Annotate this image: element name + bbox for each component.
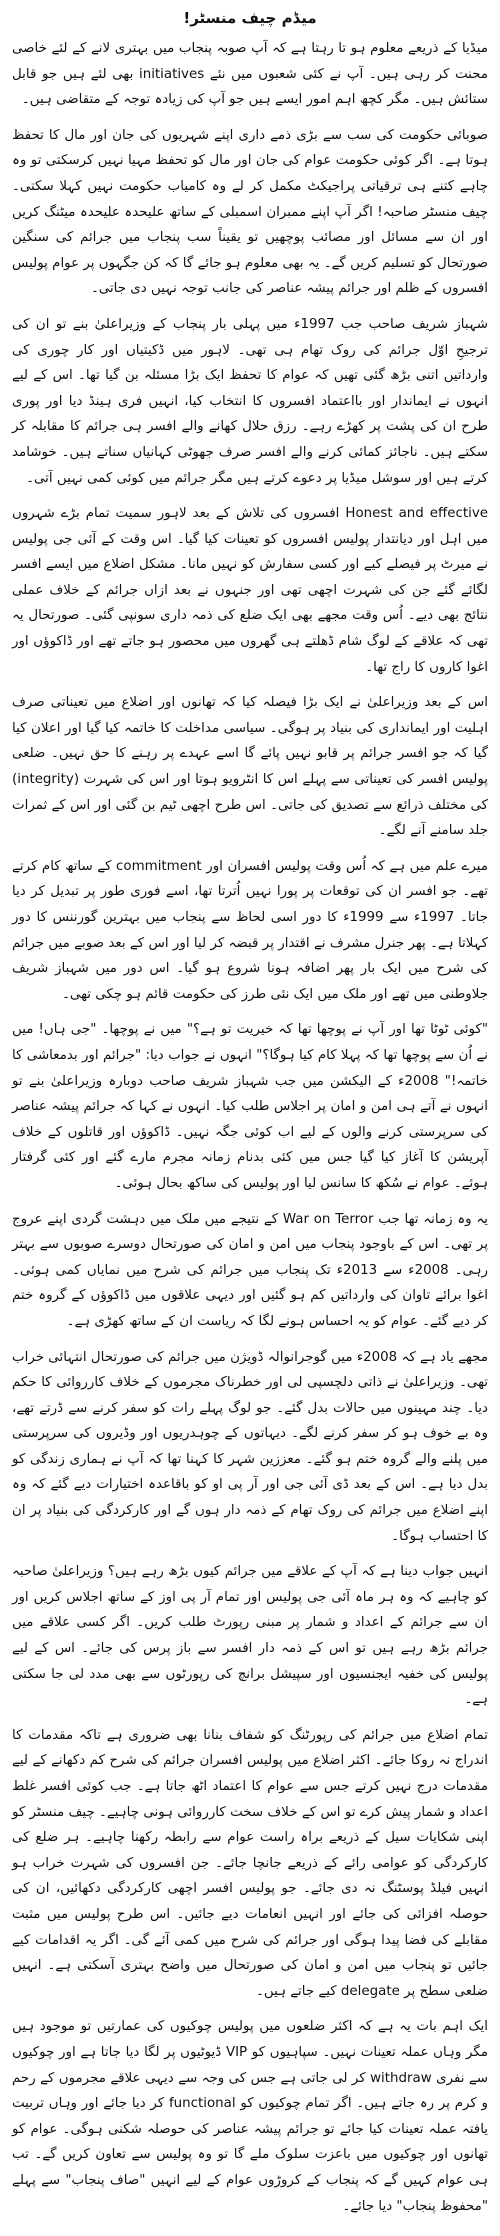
paragraph: میرے علم میں ہے کہ اُس وقت پولیس افسران اور commitment کے ساتھ کام کرتے تھے۔ جو افسر ان کی توقعات پر پورا نہیں اُترتا تھا، اسے فوری طور پر تبدیل کر دیا جاتا۔ 1997ء سے 1999ء کا دور اسی لحاظ سے پنجاب میں بہترین گورننس کا دور کہلاتا ہے۔ پھر جنرل مشرف نے اقتدار پر قبضہ کر لیا اور اس کے بعد صوبے میں جرائم کی شرح میں ایک بار پھر اضافہ ہونا شروع ہو گیا۔ اس دور میں شہباز شریف جلاوطنی میں تھے اور ملک میں ایک نئی طرز کی حکومت قائم ہو چکی تھی۔ xyxy=(12,858,488,1002)
paragraph: ایک اہم بات یہ ہے کہ اکثر ضلعوں میں پولیس چوکیوں کی عمارتیں تو موجود ہیں مگر وہاں عملہ تعینات نہیں۔ سپاہیوں کو VIP ڈیوٹیوں پر لگا دیا جاتا ہے اور چوکیوں سے نفری withdraw کر لی جاتی ہے جس کی وجہ سے دیہی علاقے مجرموں کے رحم و کرم پر رہ جاتے ہیں۔ اگر تمام چوکیوں کو functional کر دیا جائے اور وہاں تربیت یافتہ عملہ تعینات کیا جائے تو جرائم پیشہ عناصر کی حوصلہ شکنی ہوگی۔ عوام کو تھانوں اور چوکیوں میں باعزت سلوک ملے گا تو وہ پولیس سے تعاون کریں گے۔ تب ہی عوام کہیں گے کہ پنجاب کے کروڑوں عوام کے لیے انہیں "صاف پنجاب" سے پہلے "محفوظ پنجاب" دیا جائے۔ xyxy=(12,2019,488,2214)
paragraph: صوبائی حکومت کی سب سے بڑی ذمے داری اپنے شہریوں کی جان اور مال کا تحفظ ہوتا ہے۔ اگر کوئی حکومت عوام کی جان اور مال کو تحفظ مہیا نہیں کرسکتی تو وہ چاہے کتنے ہی ترقیاتی پراجیکٹ مکمل کر لے وہ کامیاب حکومت نہیں کہلا سکتی۔ چیف منسٹر صاحبہ! اگر آپ اپنے ممبران اسمبلی کے ساتھ علیحدہ علیحدہ میٹنگ کریں اور ان سے مسائل اور مصائب پوچھیں تو یقیناً سب پنجاب میں جرائم کی سنگین صورتحال کو تسلیم کریں گے۔ یہ بھی معلوم ہو جائے گا کہ کن جگہوں پر عوام پولیس افسروں کے ظلم اور جرائم پیشہ عناصر کی جانب توجہ نہیں دی جاتی۔ xyxy=(12,127,488,297)
article-body xyxy=(12,36,488,2219)
paragraph: انہیں جواب دینا ہے کہ آپ کے علاقے میں جرائم کیوں بڑھ رہے ہیں؟ وزیراعلیٰ صاحبہ کو چاہیے کہ وہ ہر ماہ آئی جی پولیس اور تمام آر پی اوز کے ساتھ اجلاس کریں اور ان سے جرائم کے اعداد و شمار پر مبنی رپورٹ طلب کریں۔ اگر کسی علاقے میں جرائم بڑھ رہے ہیں تو اس کے ذمہ دار افسر سے باز پرس کی جائے۔ اس کے لیے پولیس کی خفیہ ایجنسیوں اور سپیشل برانچ کی رپورٹوں سے بھی مدد لی جا سکتی ہے۔ xyxy=(12,1564,488,1708)
paragraph: تمام اضلاع میں جرائم کی رپورٹنگ کو شفاف بنانا بھی ضروری ہے تاکہ مقدمات کا اندراج نہ روکا جائے۔ اکثر اضلاع میں پولیس افسران جرائم کی شرح کم دکھانے کے لیے مقدمات درج نہیں کرتے جس سے عوام کا اعتماد اٹھ جاتا ہے۔ جب کوئی افسر غلط اعداد و شمار پیش کرے تو اس کے خلاف سخت کارروائی ہونی چاہیے۔ چیف منسٹر کو اپنی شکایات سیل کے ذریعے براہ راست عوام سے رابطہ رکھنا چاہیے۔ ہر ضلع کی کارکردگی کو عوامی رائے کے ذریعے جانچا جائے۔ جن افسروں کی شہرت خراب ہو انہیں فیلڈ پوسٹنگ نہ دی جائے۔ جو پولیس افسر اچھی کارکردگی دکھائیں، ان کی حوصلہ افزائی کی جائے اور انہیں انعامات دیے جائیں۔ اس طرح پولیس میں مثبت مقابلے کی فضا پیدا ہوگی اور جرائم کی شرح میں کمی آئے گی۔ اگر یہ اقدامات کیے جائیں تو پنجاب میں امن و امان کی صورتحال میں واضح بہتری آسکتی ہے۔ انہیں ضلعی سطح پر delegate کیے جاتے ہیں۔ xyxy=(12,1727,488,1999)
paragraph: مجھے یاد ہے کہ 2008ء میں گوجرانوالہ ڈویژن میں جرائم کی صورتحال انتہائی خراب تھی۔ وزیراعلیٰ نے ذاتی دلچسپی لی اور خطرناک مجرموں کے خلاف کارروائی کا حکم دیا۔ چند مہینوں میں حالات بدل گئے۔ جو لوگ پہلے رات کو سفر کرنے سے ڈرتے تھے، وہ بے خوف ہو کر سفر کرنے لگے۔ دیہاتوں کے چوہدریوں اور وڈیروں کی سرپرستی میں پلنے والے گروہ ختم ہو گئے۔ معززین شہر کا کہنا تھا کہ آپ نے ہماری زندگی کو بدل دیا ہے۔ اس کے بعد ڈی آئی جی اور آر پی او کو باقاعدہ اختیارات دیے گئے کہ وہ اپنے اضلاع میں جرائم کی روک تھام کے ذمہ دار ہوں گے اور کارکردگی کی بنیاد پر ان کا احتساب ہوگا۔ xyxy=(12,1349,488,1544)
article-title: میڈم چیف منسٹر! xyxy=(183,9,317,27)
paragraph: میڈیا کے ذریعے معلوم ہو تا رہتا ہے کہ آپ صوبہ پنجاب میں بہتری لانے کے لئے خاصی محنت کر رہی ہیں۔ آپ نے کئی شعبوں میں نئے initiatives بھی لئے ہیں جو قابل ستائش ہیں۔ مگر کچھ اہم امور ایسے ہیں جو آپ کی زیادہ توجہ کے متقاضی ہیں۔ xyxy=(12,41,488,108)
paragraph: شہباز شریف صاحب جب 1997ء میں پہلی بار پنجاب کے وزیراعلیٰ بنے تو ان کی ترجیحِ اوّل جرائم کی روک تھام ہی تھی۔ لاہور میں ڈکیتیاں اور کار چوری کی وارداتیں اتنی بڑھ گئی تھیں کہ عوام کا تحفظ ایک بڑا مسئلہ بن گیا تھا۔ اس کے لیے انہوں نے ایماندار اور بااعتماد افسروں کا انتخاب کیا، انہیں فری ہینڈ دیا اور پوری طرح ان کی پشت پر کھڑے رہے۔ رزق حلال کھانے والے افسر ہی جرائم کا مقابلہ کر سکتے ہیں۔ ناجائز کمائی کرنے والے افسر صرف جھوٹی کہانیاں سناتے ہیں۔ خوشامد کرتے ہیں اور سوشل میڈیا پر دعوے کرتے ہیں مگر جرائم میں کوئی کمی نہیں آتی۔ xyxy=(12,316,488,486)
paragraph: اس کے بعد وزیراعلیٰ نے ایک بڑا فیصلہ کیا کہ تھانوں اور اضلاع میں تعیناتی صرف اہلیت اور ایمانداری کی بنیاد پر ہوگی۔ سیاسی مداخلت کا خاتمہ کیا گیا اور اعلان کیا گیا کہ جو افسر جرائم پر قابو نہیں پائے گا اسے عہدے پر رہنے کا حق نہیں۔ ضلعی پولیس افسر کی تعیناتی سے پہلے اس کا انٹرویو ہوتا اور اس کی شہرت (integrity) کی مختلف ذرائع سے تصدیق کی جاتی۔ اس طرح اچھی ٹیم بن گئی اور اس کے ثمرات جلد سامنے آنے لگے۔ xyxy=(12,695,488,839)
paragraph: یہ وہ زمانہ تھا جب War on Terror کے نتیجے میں ملک میں دہشت گردی اپنے عروج پر تھی۔ اس کے باوجود پنجاب میں امن و امان کی صورتحال دوسرے صوبوں سے بہتر رہی۔ 2008ء سے 2013ء تک پنجاب میں جرائم کی شرح میں نمایاں کمی ہوئی۔ اغوا برائے تاوان کی وارداتیں کم ہو گئیں اور دیہی علاقوں میں ڈاکوؤں کے گروہ ختم کر دیے گئے۔ عوام کو یہ احساس ہونے لگا کہ ریاست ان کے ساتھ کھڑی ہے۔ xyxy=(12,1211,488,1329)
paragraph: Honest and effective افسروں کی تلاش کے بعد لاہور سمیت تمام بڑے شہروں میں اہل اور دیانتدار پولیس افسروں کو تعینات کیا گیا۔ اس وقت کے آئی جی پولیس نے میرٹ پر فیصلے کیے اور کسی سفارش کو نہیں مانا۔ مشکل اضلاع میں ایسے افسر لگائے گئے جن کی شہرت اچھی تھی اور جنہوں نے بعد ازاں جرائم کے خلاف عملی نتائج بھی دیے۔ اُس وقت مجھے بھی ایک ضلع کی ذمہ داری سونپی گئی۔ صورتحال یہ تھی کہ علاقے کے لوگ شام ڈھلتے ہی گھروں میں محصور ہو جاتے تھے اور ڈاکوؤں اور اغوا کاروں کا راج تھا۔ xyxy=(12,506,488,675)
paragraph: "کوئی ٹوٹا تھا اور آپ نے پوچھا تھا کہ خیریت تو ہے؟" میں نے پوچھا۔ "جی ہاں! میں نے اُن سے پوچھا تھا کہ پہلا کام کیا ہوگا؟" انہوں نے جواب دیا: "جرائم اور بدمعاشی کا خاتمہ!" 2008ء کے الیکشن میں جب شہباز شریف صاحب دوبارہ وزیراعلیٰ بنے تو انہوں نے آتے ہی امن و امان پر اجلاس طلب کیا۔ انہوں نے کہا کہ جرائم پیشہ عناصر کی سرپرستی کرنے والوں کے لیے اب کوئی جگہ نہیں۔ ڈاکوؤں اور قاتلوں کے خلاف آپریشن کا آغاز کیا گیا جس میں کئی بدنام زمانہ مجرم مارے گئے اور کئی گرفتار ہوئے۔ عوام نے سُکھ کا سانس لیا اور پولیس کی ساکھ بحال ہوئی۔ xyxy=(12,1022,488,1191)
